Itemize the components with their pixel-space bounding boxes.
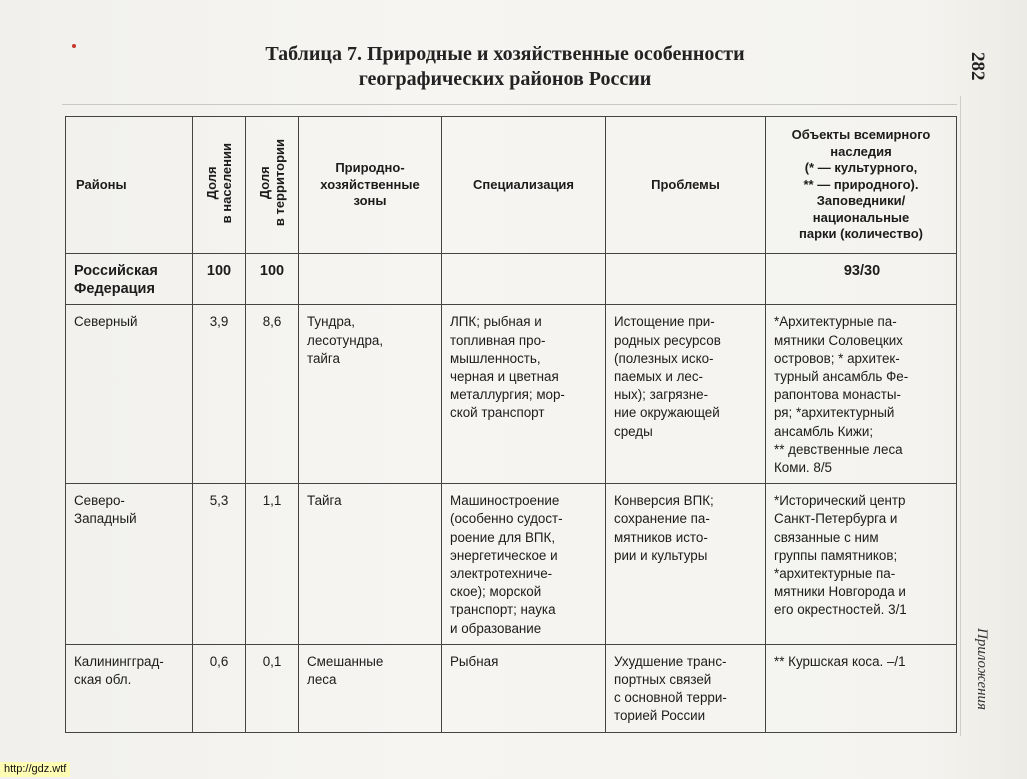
table-title <box>170 42 840 92</box>
cell-population: 5,3 <box>193 484 246 645</box>
cell-heritage: *Архитектурные па- мятники Соловецких островов; * архитек- турный ансамбль Фе- рапонтова монасты- ря; *архитектурный ансамбль Кижи; ** девственные леса Коми. 8/5 <box>766 305 957 484</box>
cell-specialization: ЛПК; рыбная и топливная про- мышленность, черная и цветная металлургия; мор- ской транспорт <box>442 305 606 484</box>
cell-heritage: ** Куршская коса. –/1 <box>766 644 957 732</box>
margin-rule <box>960 96 961 736</box>
cell-zones: Тундра, лесотундра, тайга <box>299 305 442 484</box>
cell-population: 0,6 <box>193 644 246 732</box>
cell-specialization: Машиностроение (особенно судост- роение для ВПК, энергетическое и электротехниче- ское); морской транспорт; наука и образование <box>442 484 606 645</box>
header-territory: Доля в территории <box>246 117 299 254</box>
source-link[interactable]: http://gdz.wtf <box>0 762 70 777</box>
header-regions: Районы <box>66 117 193 254</box>
section-label: Приложения <box>974 628 990 711</box>
title-line-2: географических районов России <box>358 68 652 90</box>
cell-problems: Ухудшение транс- портных связей с основной терри- торией России <box>606 644 766 732</box>
cell-population: 100 <box>193 254 246 305</box>
header-specialization: Специализация <box>442 117 606 254</box>
cell-zones: Тайга <box>299 484 442 645</box>
header-problems: Проблемы <box>606 117 766 254</box>
table-row <box>66 644 957 732</box>
cell-region: Российская Федерация <box>66 254 193 305</box>
cell-territory: 0,1 <box>246 644 299 732</box>
cell-territory: 1,1 <box>246 484 299 645</box>
cell-problems: Истощение при- родных ресурсов (полезных иско- паемых и лес- ных); загрязне- ние окружающей среды <box>606 305 766 484</box>
table-row <box>66 484 957 645</box>
cell-region: Калинингград- ская обл. <box>66 644 193 732</box>
cell-heritage: *Исторический центр Санкт-Петербурга и связанные с ним группы памятников; *архитектурные па- мятники Новгорода и его окрестностей. 3/1 <box>766 484 957 645</box>
cell-specialization <box>442 254 606 305</box>
title-line-1: Таблица 7. Природные и хозяйственные особенности <box>265 43 745 65</box>
cell-heritage: 93/30 <box>766 254 957 305</box>
regions-table <box>65 116 957 733</box>
table-row <box>66 254 957 305</box>
cell-problems: Конверсия ВПК; сохранение па- мятников исто- рии и культуры <box>606 484 766 645</box>
header-population: Доля в населении <box>193 117 246 254</box>
header-rule <box>62 104 957 105</box>
cell-zones <box>299 254 442 305</box>
cell-region: Северный <box>66 305 193 484</box>
table-row <box>66 305 957 484</box>
table-header-row <box>66 117 957 254</box>
cell-region: Северо- Западный <box>66 484 193 645</box>
cell-zones: Смешанные леса <box>299 644 442 732</box>
cell-problems <box>606 254 766 305</box>
cell-population: 3,9 <box>193 305 246 484</box>
header-zones: Природно- хозяйственные зоны <box>299 117 442 254</box>
page-number: 282 <box>967 52 988 81</box>
cell-territory: 100 <box>246 254 299 305</box>
red-dot-mark <box>72 44 76 48</box>
cell-specialization: Рыбная <box>442 644 606 732</box>
cell-territory: 8,6 <box>246 305 299 484</box>
header-heritage: Объекты всемирного наследия (* — культурного, ** — природного). Заповедники/ национальные парки (количество) <box>766 117 957 254</box>
